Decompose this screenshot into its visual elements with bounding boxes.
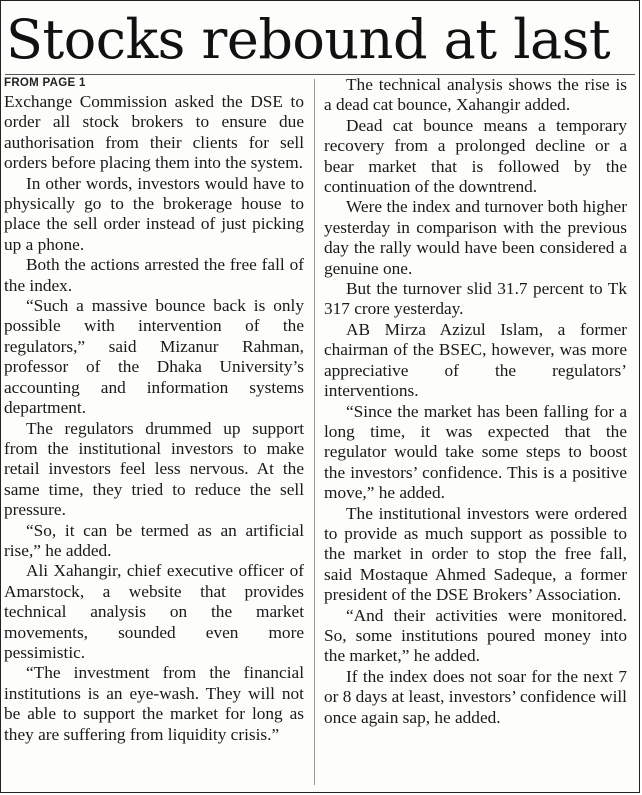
paragraph: “And their activities were monitored. So, some institutions poured money into the market,” he added. [324, 605, 627, 666]
paragraph: But the turnover slid 31.7 percent to Tk 317 crore yesterday. [324, 279, 627, 319]
right-column [324, 75, 627, 728]
paragraph: “Such a massive bounce back is only possible with intervention of the regulators,” said Mizanur Rahman, professor of the Dhaka University’s accounting and information systems department. [4, 296, 304, 418]
paragraph: The institutional investors were ordered to provide as much support as possible to the market in order to stop the free fall, said Mostaque Ahmed Sadeque, a former president of the DSE Brokers’ Association. [324, 503, 627, 605]
paragraph: The technical analysis shows the rise is a dead cat bounce, Xahangir added. [324, 75, 627, 115]
paragraph: If the index does not soar for the next 7 or 8 days at least, investors’ confidence will once again sap, he added. [324, 666, 627, 727]
paragraph: Dead cat bounce means a temporary recovery from a prolonged decline or a bear market that is followed by the continuation of the downtrend. [324, 115, 627, 197]
paragraph: AB Mirza Azizul Islam, a former chairman of the BSEC, however, was more appreciative of the regulators’ interventions. [324, 319, 627, 401]
paragraph: “Since the market has been falling for a long time, it was expected that the regulator would take some steps to boost the investors’ confidence. This is a positive move,” he added. [324, 401, 627, 503]
paragraph: Ali Xahangir, chief executive officer of Amarstock, a website that provides technical analysis on the market movements, sounded even more pessimistic. [4, 561, 304, 662]
paragraph: Exchange Commission asked the DSE to order all stock brokers to ensure due authorisation from their clients for sell orders before placing them into the system. [4, 92, 304, 173]
paragraph: The regulators drummed up support from the institutional investors to make retail investors feel less nervous. At the same time, they tried to reduce the sell pressure. [4, 418, 304, 520]
paragraph: Were the index and turnover both higher yesterday in comparison with the previous day the rally would have been considered a genuine one. [324, 197, 627, 278]
paragraph: Both the actions arrested the free fall of the index. [4, 255, 304, 295]
paragraph: “So, it can be termed as an artificial rise,” he added. [4, 520, 304, 560]
left-column [4, 75, 304, 745]
column-divider [314, 79, 315, 785]
headline: Stocks rebound at last [6, 8, 611, 71]
paragraph: “The investment from the financial institutions is an eye-wash. They will not be able to support the market for long as they are suffering from liquidity crisis.” [4, 663, 304, 744]
paragraph: In other words, investors would have to physically go to the brokerage house to place the sell order instead of just picking up a phone. [4, 173, 304, 254]
kicker: FROM PAGE 1 [4, 77, 86, 89]
